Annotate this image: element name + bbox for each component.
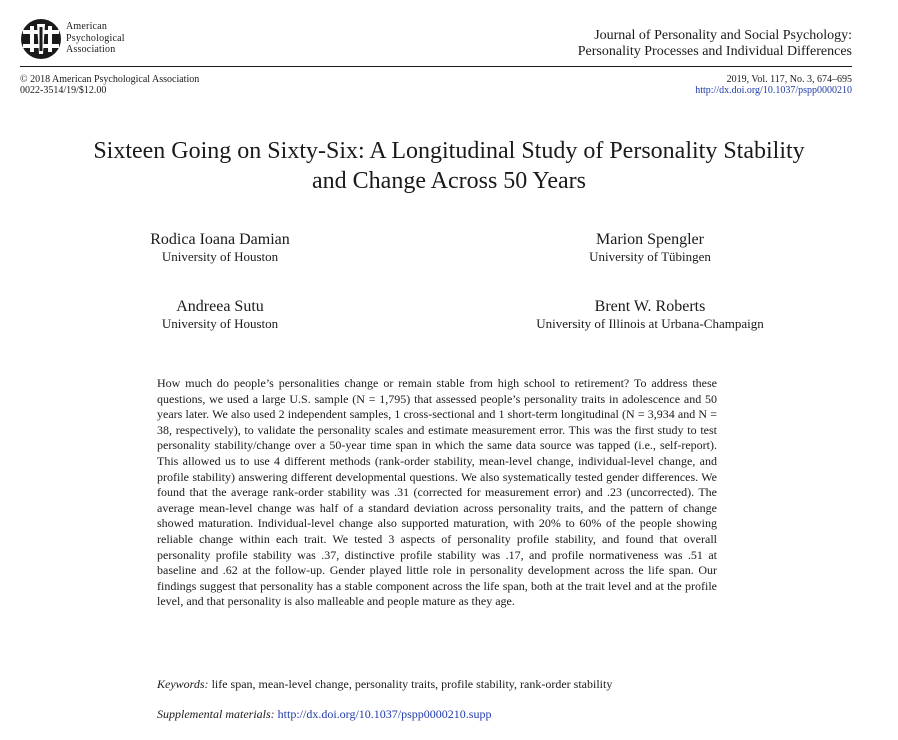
apa-logo-icon <box>20 18 62 60</box>
journal-line-1: Journal of Personality and Social Psychology: <box>594 28 852 43</box>
journal-line-2: Personality Processes and Individual Differences <box>577 44 852 59</box>
copyright-text: © 2018 American Psychological Association <box>20 74 200 85</box>
author-name: Brent W. Roberts <box>594 298 706 315</box>
author-block <box>70 230 370 265</box>
author-name: Rodica Ioana Damian <box>150 231 290 248</box>
citation-block <box>695 74 852 96</box>
abstract: How much do people’s personalities change or remain stable from high school to retirement? To address these questions, we used a large U.S. sample (N = 1,795) that assessed people’s personality traits in adolescence and 50 years later. We also used 2 independent samples, 1 cross-sectional and 1 short-term longitudinal (N = 3,934 and N = 38, respectively), to validate the personality scales and estimate measurement error. This was the first study to test personality stability/change over a 50-year time span in which the same data source was tapped (i.e., self-report). This allowed us to use 4 different methods (rank-order stability, mean-level change, individual-level change, and profile stability) answering different developmental questions. We also systematically tested gender differences. We found that the average rank-order stability was .31 (corrected for measurement error) and .23 (uncorrected). The average mean-level change was half of a standard deviation across personality traits, and the pattern of change showed maturation. Individual-level change also supported maturation, with 20% to 60% of the people showing reliable change within each trait. We tested 3 aspects of personality profile stability, and found that overall personality profile stability was .37, distinctive profile stability was .17, and profile normativeness was .51 at baseline and .62 at the follow-up. Gender played little role in personality development across the life span. Our findings suggest that personality has a stable component across the life span, both at the trait level and at the profile level, and that personality is also malleable and people mature as they age. <box>157 376 717 609</box>
org-line-3: Association <box>66 44 116 56</box>
author-name: Andreea Sutu <box>176 298 264 315</box>
author-block <box>70 297 370 332</box>
doi-link[interactable]: http://dx.doi.org/10.1037/pspp0000210 <box>695 85 852 96</box>
title-line-1: Sixteen Going on Sixty-Six: A Longitudinal Study of Personality Stability <box>93 138 805 164</box>
journal-name <box>578 28 852 60</box>
keywords-line <box>157 677 612 692</box>
title-line-2: and Change Across 50 Years <box>312 168 586 194</box>
header-divider <box>20 66 852 67</box>
author-name: Marion Spengler <box>596 231 704 248</box>
publisher-name <box>66 21 125 56</box>
issn-text: 0022-3514/19/$12.00 <box>20 85 107 96</box>
keywords-text: life span, mean-level change, personality traits, profile stability, rank-order stability <box>211 677 613 691</box>
supplemental-label: Supplemental materials: <box>157 707 275 721</box>
author-affiliation: University of Tübingen <box>589 249 711 264</box>
author-block <box>500 297 800 332</box>
supplemental-link[interactable]: http://dx.doi.org/10.1037/pspp0000210.supp <box>277 707 492 721</box>
author-affiliation: University of Houston <box>161 249 279 264</box>
citation-text: 2019, Vol. 117, No. 3, 674–695 <box>726 74 852 85</box>
author-affiliation: University of Illinois at Urbana-Champaign <box>536 316 764 331</box>
copyright-block <box>20 74 199 96</box>
supplemental-line <box>157 707 491 722</box>
org-line-1: American <box>66 21 108 32</box>
article-title <box>0 136 898 196</box>
keywords-label: Keywords: <box>157 677 209 691</box>
org-line-2: Psychological <box>66 32 125 44</box>
author-block <box>500 230 800 265</box>
author-affiliation: University of Houston <box>161 316 279 331</box>
